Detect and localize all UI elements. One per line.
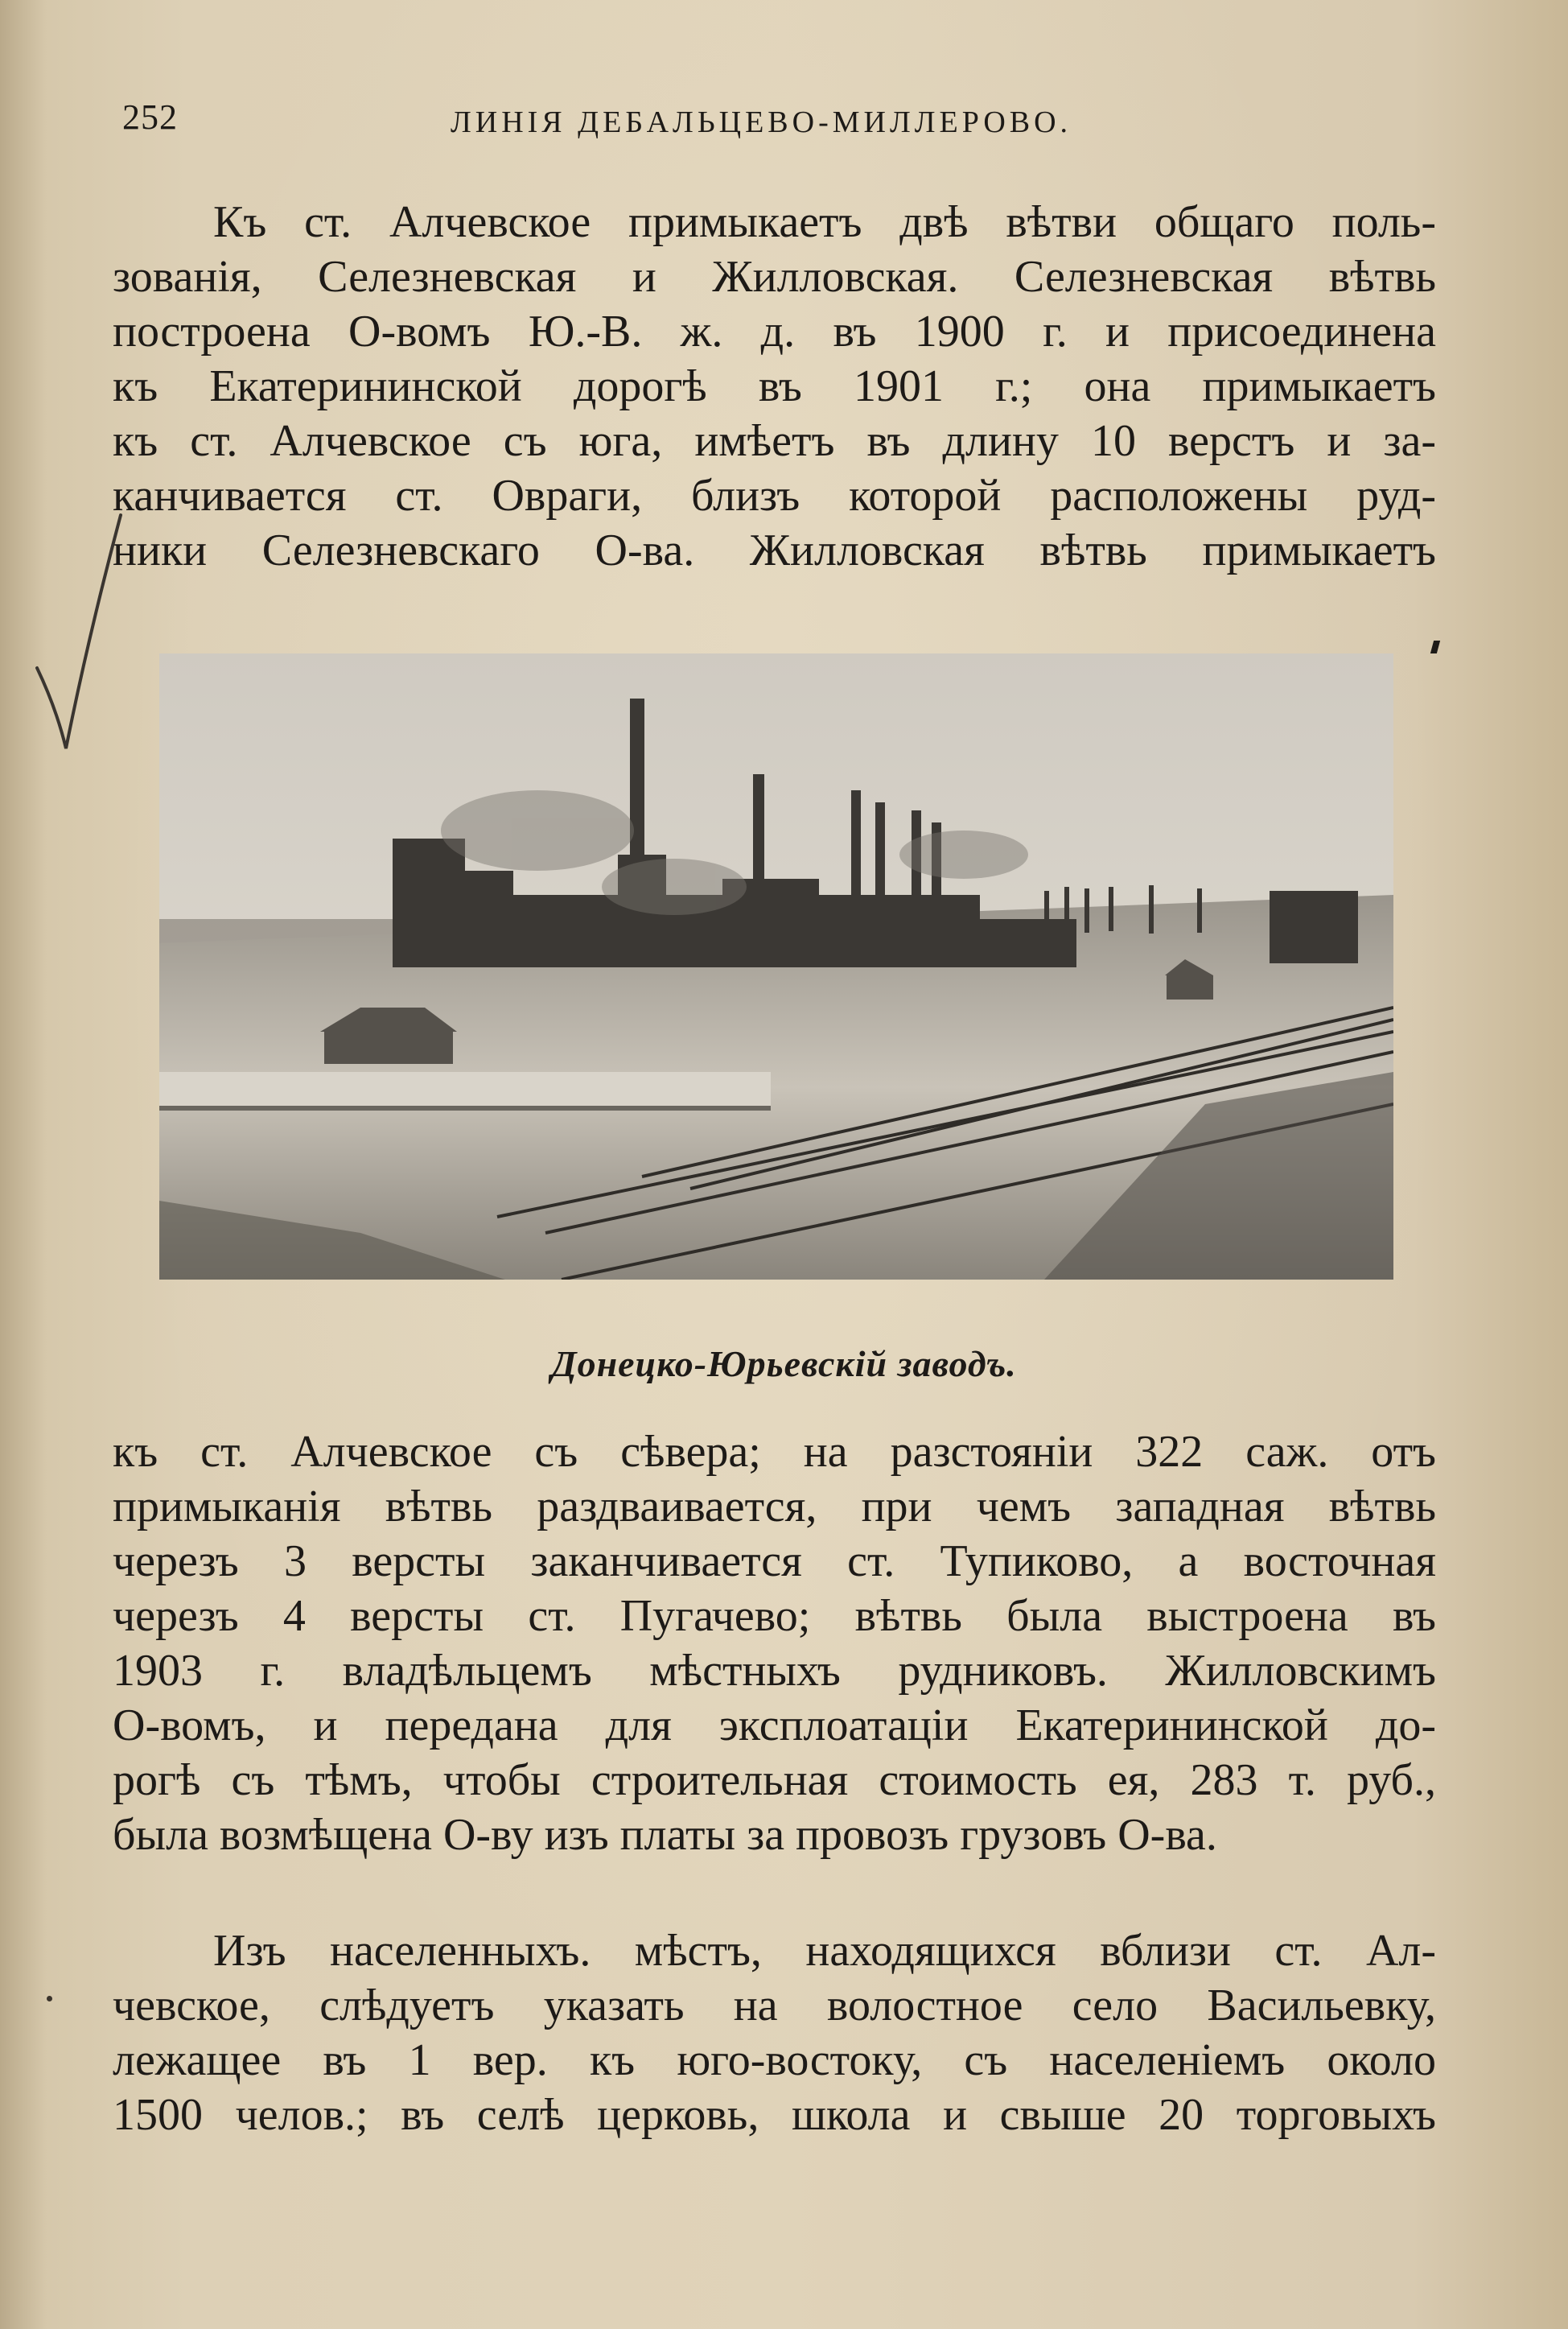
checkmark-icon <box>32 507 129 765</box>
text-line: лежащее въ 1 вер. къ юго-востоку, съ населеніемъ около <box>113 2035 1436 2085</box>
paragraph-3 <box>113 1923 1436 2142</box>
running-title: ЛИНІЯ ДЕБАЛЬЦЕВО-МИЛЛЕРОВО. <box>451 105 1072 139</box>
paragraph-2 <box>113 1424 1436 1862</box>
ink-mark <box>1430 641 1440 653</box>
text-line: рогѣ съ тѣмъ, чтобы строительная стоимость ея, 283 т. руб., <box>113 1755 1436 1805</box>
text-line: канчивается ст. Овраги, близъ которой расположены руд- <box>113 471 1436 521</box>
figure-caption: Донецко-Юрьевскій заводъ. <box>551 1343 1017 1384</box>
text-line: О-вомъ, и передана для эксплоатаціи Екатерининской до- <box>113 1700 1436 1750</box>
text-line: черезъ 3 версты заканчивается ст. Тупиково, а восточная <box>113 1536 1436 1586</box>
text-line: примыканія вѣтвь раздваивается, при чемъ западная вѣтвь <box>113 1482 1436 1531</box>
text-line: была возмѣщена О-ву изъ платы за провозъ грузовъ О-ва. <box>113 1810 1217 1860</box>
ink-dot <box>47 1996 52 2001</box>
text-line: ники Селезневскаго О-ва. Жилловская вѣтвь примыкаетъ <box>113 526 1436 575</box>
text-line: зованія, Селезневская и Жилловская. Селезневская вѣтвь <box>113 252 1436 302</box>
text-line: Къ ст. Алчевское примыкаетъ двѣ вѣтви общаго поль- <box>213 197 1436 247</box>
text-line: черезъ 4 версты ст. Пугачево; вѣтвь была выстроена въ <box>113 1591 1436 1641</box>
factory-photograph <box>159 653 1393 1280</box>
text-line: 1500 челов.; въ селѣ церковь, школа и свыше 20 торговыхъ <box>113 2090 1436 2140</box>
text-line: Изъ населенныхъ. мѣстъ, находящихся вблизи ст. Ал- <box>213 1926 1436 1976</box>
paragraph-1 <box>113 195 1436 578</box>
page-number: 252 <box>122 97 178 137</box>
text-line: къ ст. Алчевское съ сѣвера; на разстояніи 322 саж. отъ <box>113 1427 1436 1477</box>
text-line: построена О-вомъ Ю.-В. ж. д. въ 1900 г. и присоединена <box>113 307 1436 357</box>
text-line: 1903 г. владѣльцемъ мѣстныхъ рудниковъ. Жилловскимъ <box>113 1646 1436 1696</box>
text-line: къ Екатерининской дорогѣ въ 1901 г.; она примыкаетъ <box>113 361 1436 411</box>
text-line: къ ст. Алчевское съ юга, имѣетъ въ длину 10 верстъ и за- <box>113 416 1436 466</box>
text-line: чевское, слѣдуетъ указать на волостное село Васильевку, <box>113 1981 1436 2030</box>
